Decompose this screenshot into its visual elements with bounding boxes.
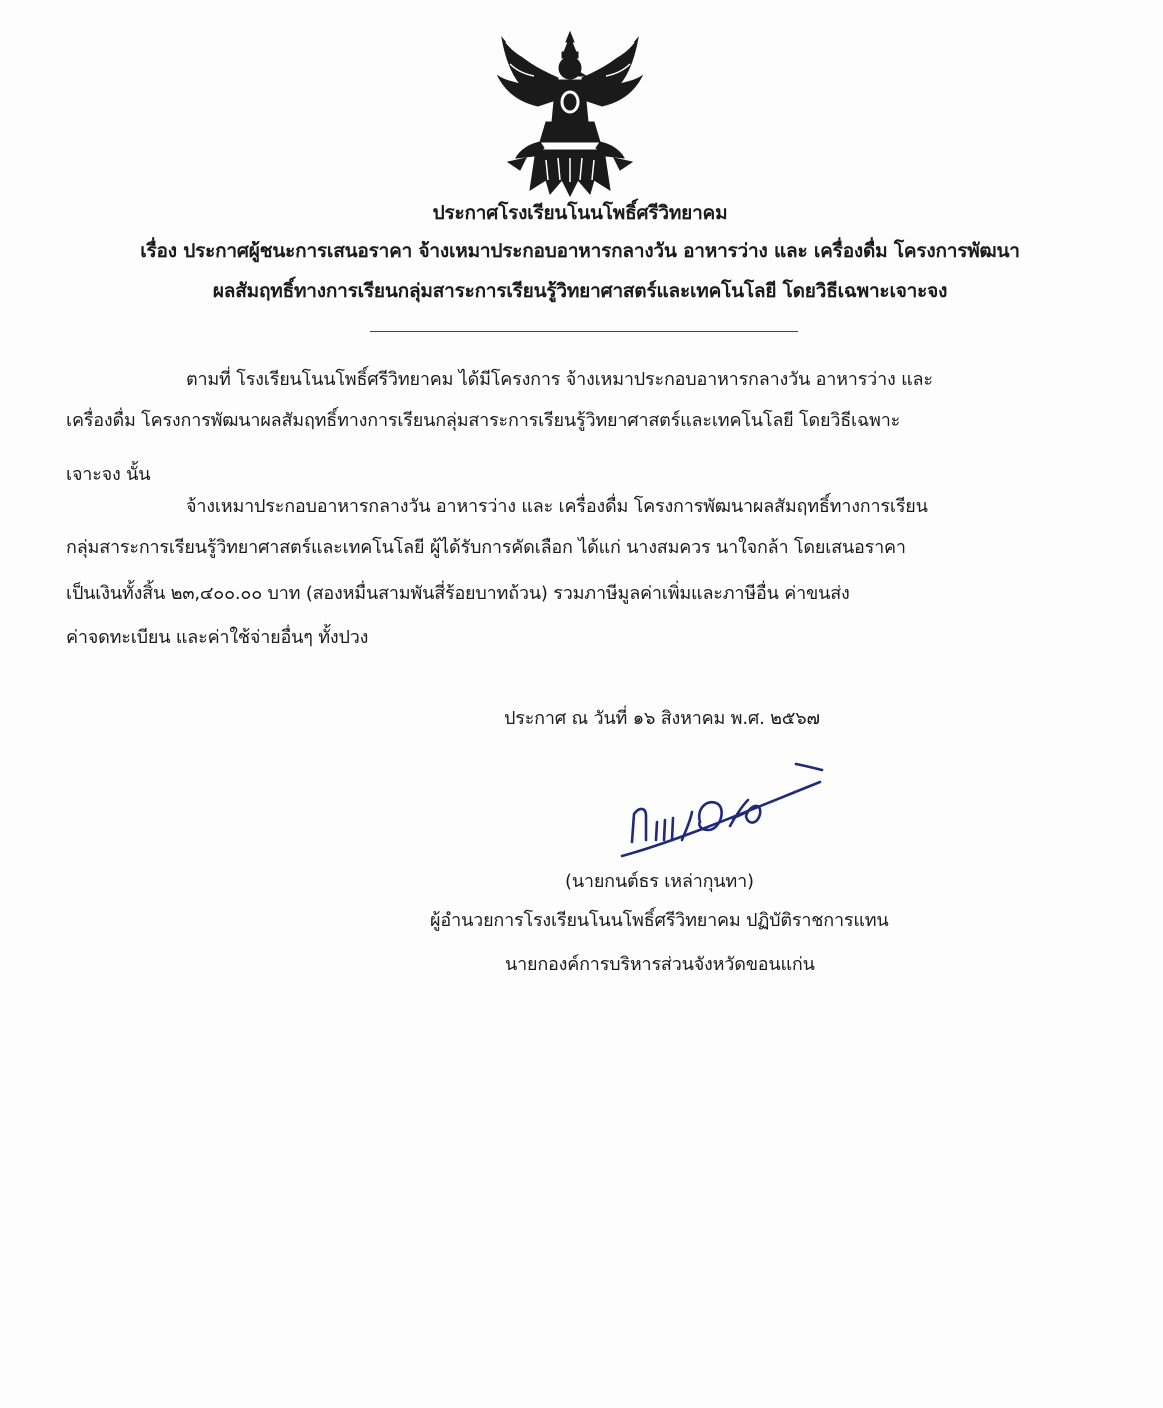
- subject-line-1: เรื่อง ประกาศผู้ชนะการเสนอราคา จ้างเหมาประกอบอาหารกลางวัน อาหารว่าง และ เครื่องดื่ม โครงการพัฒนา: [140, 240, 1020, 262]
- signatory-position-2: นายกองค์การบริหารส่วนจังหวัดขอนแก่น: [505, 954, 815, 975]
- paragraph-2-line-1: จ้างเหมาประกอบอาหารกลางวัน อาหารว่าง และ เครื่องดื่ม โครงการพัฒนาผลสัมฤทธิ์ทางการเรียน: [186, 496, 928, 517]
- paragraph-2-line-2: กลุ่มสาระการเรียนรู้วิทยาศาสตร์และเทคโนโลยี ผู้ได้รับการคัดเลือก ได้แก่ นางสมควร นาใจกล้า โดยเสนอราคา: [66, 537, 906, 558]
- signatory-name: (นายกนต์ธร เหล่ากุนทา): [565, 871, 754, 892]
- garuda-emblem-icon: [490, 30, 650, 198]
- paragraph-1-line-1: ตามที่ โรงเรียนโนนโพธิ์ศรีวิทยาคม ได้มีโครงการ จ้างเหมาประกอบอาหารกลางวัน อาหารว่าง และ: [186, 369, 933, 390]
- announcement-date: ประกาศ ณ วันที่ ๑๖ สิงหาคม พ.ศ. ๒๕๖๗: [504, 708, 820, 729]
- signatory-position-1: ผู้อำนวยการโรงเรียนโนนโพธิ์ศรีวิทยาคม ปฏิบัติราชการแทน: [430, 910, 889, 931]
- paragraph-1-line-3: เจาะจง นั้น: [66, 464, 151, 485]
- paragraph-2-line-3: เป็นเงินทั้งสิ้น ๒๓,๔๐๐.๐๐ บาท (สองหมื่นสามพันสี่ร้อยบาทถ้วน) รวมภาษีมูลค่าเพิ่มและภาษีอื่น ค่าขนส่ง: [66, 583, 850, 604]
- subject-line-2: ผลสัมฤทธิ์ทางการเรียนกลุ่มสาระการเรียนรู้วิทยาศาสตร์และเทคโนโลยี โดยวิธีเฉพาะเจาะจง: [212, 280, 948, 302]
- announcement-title: ประกาศโรงเรียนโนนโพธิ์ศรีวิทยาคม: [432, 202, 728, 224]
- header-divider: [370, 331, 798, 332]
- handwritten-signature: [600, 760, 840, 870]
- paragraph-1-line-2: เครื่องดื่ม โครงการพัฒนาผลสัมฤทธิ์ทางการเรียนกลุ่มสาระการเรียนรู้วิทยาศาสตร์และเทคโนโลยี โดยวิธีเฉพาะ: [66, 410, 901, 431]
- paragraph-2-line-4: ค่าจดทะเบียน และค่าใช้จ่ายอื่นๆ ทั้งปวง: [66, 627, 369, 648]
